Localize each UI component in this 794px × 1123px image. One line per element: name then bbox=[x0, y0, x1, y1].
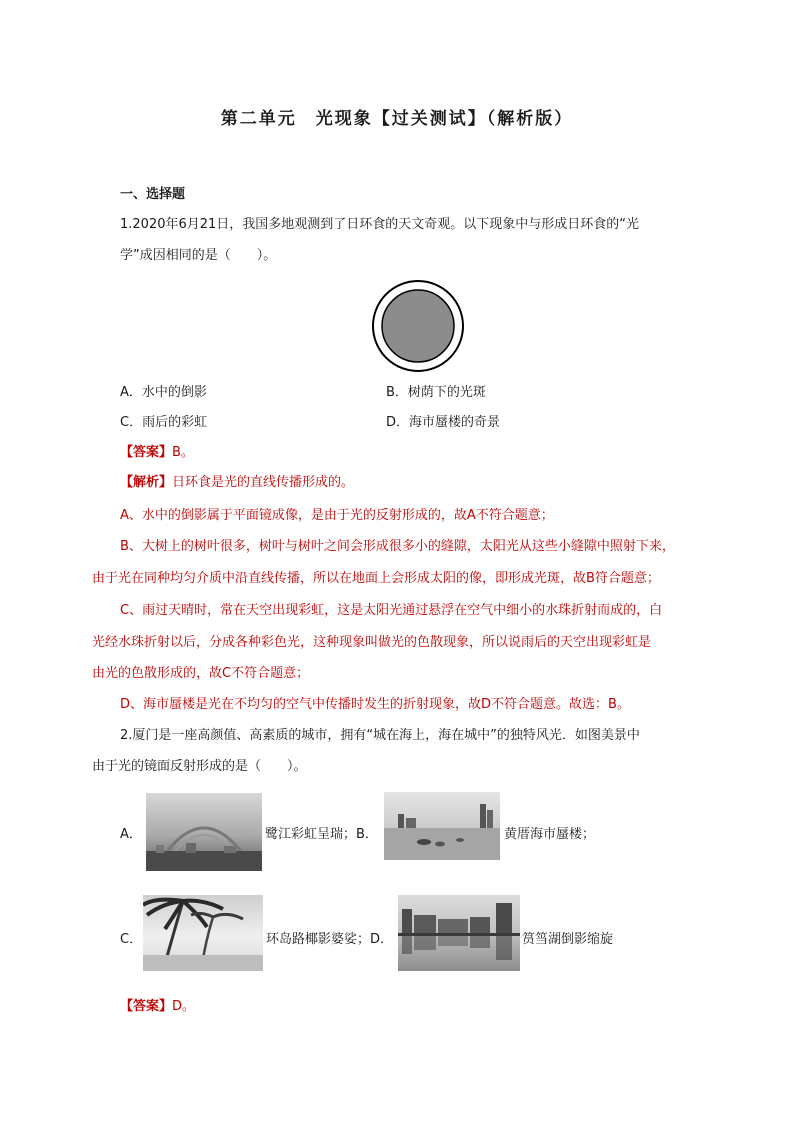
q1-option-a: A．水中的倒影 bbox=[120, 385, 207, 400]
lake-reflection-photo bbox=[398, 895, 520, 971]
eclipse-moon-disc bbox=[382, 290, 454, 362]
q1-option-b: B．树荫下的光斑 bbox=[386, 385, 486, 400]
q1-option-c: C．雨后的彩虹 bbox=[120, 415, 208, 430]
mirage-photo bbox=[384, 792, 500, 860]
q1-explain-c-line2: 光经水珠折射以后，分成各种彩色光，这种现象叫做光的色散现象，所以说雨后的天空出现彩虹是 bbox=[92, 635, 652, 650]
q2-caption-d: 筼筜湖倒影缩旋 bbox=[522, 932, 614, 947]
analysis-tag: 【解析】 bbox=[120, 475, 173, 490]
q1-option-d: D．海市蜃楼的奇景 bbox=[386, 415, 501, 430]
q2-label-a: A． bbox=[120, 827, 142, 842]
q2-caption-b: 黄厝海市蜃楼； bbox=[504, 827, 596, 842]
answer-tag: 【答案】 bbox=[120, 999, 173, 1014]
q1-stem-line1: 1.2020年6月21日，我国多地观测到了日环食的天文奇观。以下现象中与形成日环食的“光 bbox=[120, 217, 640, 232]
q2-label-c: C． bbox=[120, 932, 143, 947]
analysis-text: 日环食是光的直线传播形成的。 bbox=[172, 475, 355, 490]
section-heading: 一、选择题 bbox=[120, 187, 186, 202]
answer-tag: 【答案】 bbox=[120, 445, 173, 460]
page-title: 第二单元 光现象【过关测试】（解析版） bbox=[220, 109, 574, 129]
q1-stem-line2: 学”成因相同的是（ ）。 bbox=[120, 248, 277, 263]
q2-answer bbox=[120, 997, 195, 1017]
q1-explain-c-line3: 由光的色散形成的，故C不符合题意； bbox=[92, 666, 310, 681]
q1-explain-d: D、海市蜃楼是光在不均匀的空气中传播时发生的折射现象，故D不符合题意。故选：B。 bbox=[120, 697, 630, 712]
annular-eclipse-figure bbox=[370, 278, 466, 374]
q1-explain-a: A、水中的倒影属于平面镜成像，是由于光的反射形成的，故A不符合题意； bbox=[120, 508, 554, 523]
q2-caption-a: 鹭江彩虹呈瑞；B． bbox=[265, 827, 378, 842]
q1-explain-c-line1: C、雨过天晴时，常在天空出现彩虹，这是太阳光通过悬浮在空气中细小的水珠折射而成的，白 bbox=[120, 603, 663, 618]
q1-analysis bbox=[120, 473, 354, 493]
answer-value: D。 bbox=[172, 999, 196, 1014]
rainbow-photo bbox=[146, 793, 262, 871]
q1-answer bbox=[120, 443, 194, 463]
q2-stem-line2: 由于光的镜面反射形成的是（ ）。 bbox=[92, 759, 307, 774]
q2-stem-line1: 2.厦门是一座高颜值、高素质的城市，拥有“城在海上，海在城中”的独特风光．如图美景中 bbox=[120, 728, 640, 743]
q1-explain-b-line2: 由于光在同种均匀介质中沿直线传播，所以在地面上会形成太阳的像，即形成光斑，故B符合题意； bbox=[92, 571, 660, 586]
answer-value: B。 bbox=[172, 445, 194, 460]
palm-tree-photo bbox=[143, 895, 263, 971]
q2-caption-c: 环岛路椰影婆娑；D． bbox=[266, 932, 394, 947]
q1-explain-b-line1: B、大树上的树叶很多，树叶与树叶之间会形成很多小的缝隙，太阳光从这些小缝隙中照射下来， bbox=[120, 539, 675, 554]
